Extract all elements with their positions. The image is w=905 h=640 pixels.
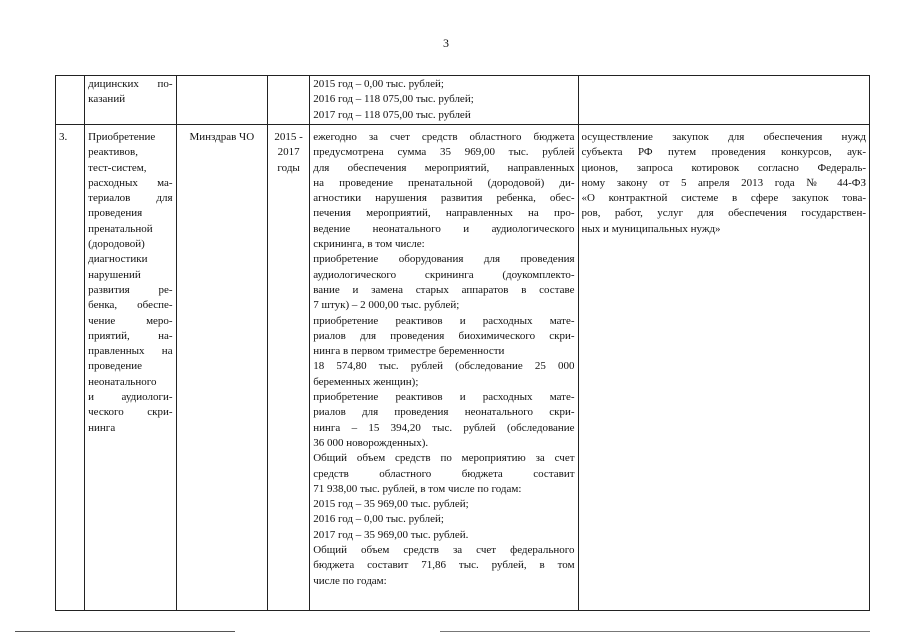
- desc-line: 18 574,80 тыс. рублей (обследование 25 000: [313, 360, 575, 373]
- cell-executor-empty: [176, 76, 267, 125]
- desc-line: риалов для проведения неонатального скри-: [313, 406, 575, 419]
- desc-line: риалов для проведения биохимического скри-: [313, 329, 575, 342]
- mech-line: осуществление закупок для обеспечения нужд: [581, 131, 866, 143]
- mech-line: ров, работ, услуг для обеспечения государствен-: [581, 207, 866, 220]
- mech-line: ционов, запроса котировок согласно Федераль-: [581, 161, 866, 174]
- desc-line: вание и замена старых аппаратов в составе: [313, 283, 575, 296]
- name-line: ческого скри-: [88, 406, 173, 419]
- desc-line: 2017 год – 118 075,00 тыс. рублей: [313, 108, 471, 121]
- desc-line: 2016 год – 118 075,00 тыс. рублей;: [313, 93, 474, 106]
- measures-table: [55, 75, 870, 611]
- mech-line: «О контрактной системе в сфере закупок това-: [581, 192, 866, 205]
- desc-line: для обеспечения мероприятий, направленных: [313, 161, 575, 174]
- name-line: дицинских по-: [88, 78, 173, 90]
- name-line: диагностики: [88, 253, 148, 266]
- cell-years-empty: [268, 76, 310, 125]
- desc-line: 2015 год – 35 969,00 тыс. рублей;: [313, 498, 469, 511]
- name-line: пренатальной: [88, 222, 153, 235]
- name-line: проведения: [88, 207, 143, 220]
- name-line: териалов для: [88, 192, 173, 205]
- mech-line: субъекта РФ путем проведения конкурсов, аук-: [581, 146, 866, 159]
- desc-line: на проведение пренатальной (дородовой) ди-: [313, 176, 575, 189]
- desc-line: приобретение оборудования для проведения: [313, 253, 575, 266]
- desc-line: 71 938,00 тыс. рублей, в том числе по годам:: [313, 482, 522, 495]
- years-line: годы: [277, 161, 300, 174]
- cell-num-empty: [56, 76, 85, 125]
- desc-line: агностики нарушения развития ребенка, обес-: [313, 192, 575, 205]
- cell-description: [310, 76, 578, 125]
- years-line: 2015 -: [274, 131, 303, 143]
- desc-line: средств областного бюджета составит: [313, 467, 575, 480]
- desc-line: приобретение реактивов и расходных мате-: [313, 391, 575, 404]
- table-row-3: [56, 125, 870, 611]
- name-line: бенка, обеспе-: [88, 299, 173, 312]
- desc-line: нинга – 15 394,20 тыс. рублей (обследование: [313, 421, 575, 434]
- name-line: правленных на: [88, 345, 173, 358]
- desc-line: беременных женщин);: [313, 375, 419, 388]
- desc-line: 2017 год – 35 969,00 тыс. рублей.: [313, 528, 469, 541]
- desc-line: Общий объем средств по мероприятию за счет: [313, 452, 575, 465]
- name-line: (дородовой): [88, 238, 145, 251]
- name-line: проведение: [88, 360, 143, 373]
- table-row-continuation: [56, 76, 870, 125]
- name-line: нарушений: [88, 268, 141, 281]
- name-line: чение меро-: [88, 314, 173, 327]
- scan-edge-line: [15, 631, 235, 632]
- name-line: и аудиологи-: [88, 391, 173, 404]
- mech-line: ному закону от 5 апреля 2013 года № 44-ФЗ: [581, 176, 866, 189]
- years-line: 2017: [277, 146, 300, 159]
- cell-mechanism: [578, 125, 869, 611]
- scan-edge-line: [440, 631, 870, 632]
- desc-line: ежегодно за счет средств областного бюджета: [313, 131, 575, 143]
- name-line: развития ре-: [88, 283, 173, 296]
- name-line: приятий, на-: [88, 329, 173, 342]
- cell-measure-name: [85, 125, 176, 611]
- name-line: расходных ма-: [88, 176, 173, 189]
- name-line: реактивов,: [88, 146, 138, 159]
- desc-line: приобретение реактивов и расходных мате-: [313, 314, 575, 327]
- cell-mechanism-empty: [578, 76, 869, 125]
- desc-line: печения мероприятий, направленных на про-: [313, 207, 575, 220]
- cell-measure-name: [85, 76, 176, 125]
- name-line: нинга: [88, 421, 116, 434]
- mech-line: ных и муниципальных нужд»: [581, 222, 721, 235]
- desc-line: 7 штук) – 2 000,00 тыс. рублей;: [313, 299, 460, 312]
- desc-line: аудиологического скрининга (доукомплекто-: [313, 268, 575, 281]
- desc-line: нинга в первом триместре беременности: [313, 345, 505, 358]
- cell-executor: Минздрав ЧО: [176, 125, 267, 611]
- page-number: 3: [443, 36, 449, 50]
- name-line: тест-систем,: [88, 161, 147, 174]
- desc-line: 2016 год – 0,00 тыс. рублей;: [313, 513, 444, 526]
- desc-line: скрининга, в том числе:: [313, 238, 425, 251]
- name-line: Приобретение: [88, 131, 156, 143]
- name-line: неонатального: [88, 375, 157, 388]
- desc-line: ведение неонатального и аудиологического: [313, 222, 575, 235]
- desc-line: числе по годам:: [313, 574, 387, 587]
- cell-num: 3.: [56, 125, 85, 611]
- cell-years: [268, 125, 310, 611]
- cell-description: [310, 125, 578, 611]
- desc-line: предусмотрена сумма 35 969,00 тыс. рублей: [313, 146, 575, 159]
- desc-line: 36 000 новорожденных).: [313, 436, 429, 449]
- desc-line: 2015 год – 0,00 тыс. рублей;: [313, 78, 444, 90]
- desc-line: бюджета составит 71,86 тыс. рублей, в том: [313, 559, 575, 572]
- name-line: казаний: [88, 93, 126, 106]
- desc-line: Общий объем средств за счет федерального: [313, 544, 575, 557]
